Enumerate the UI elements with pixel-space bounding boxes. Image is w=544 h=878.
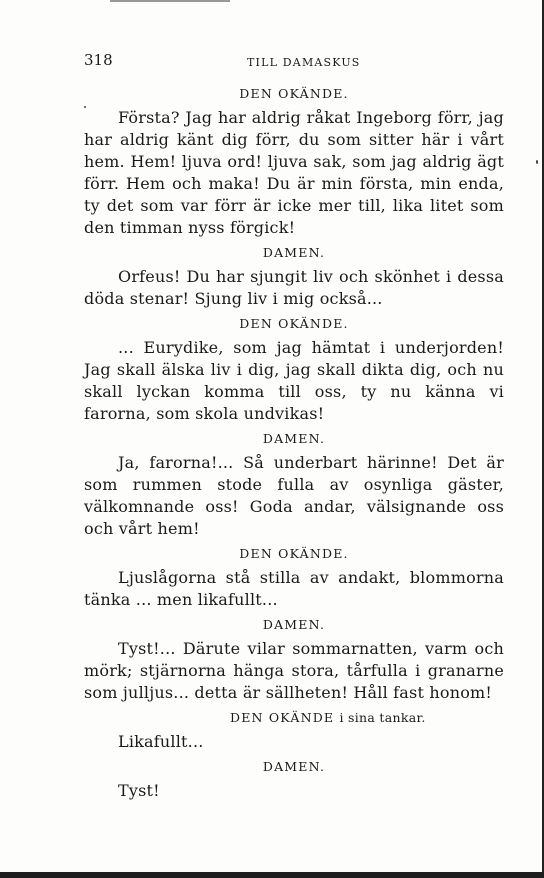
speech-paragraph: Orfeus! Du har sjungit liv och skönhet i dessa döda stenar! Sjung liv i mig också... [84,267,504,308]
speech-paragraph: Tyst!... Därute vilar sommarnatten, varm och mörk; stjärnorna hänga stora, tårfulla i granarne som julljus... detta är sällheten! Håll fast honom! [84,639,504,702]
running-title: TILL DAMASKUS [247,56,361,69]
speech-paragraph: Likafullt... [118,732,204,751]
scan-artifact [110,0,230,2]
speaker-label: DEN OKÄNDE. [239,86,349,101]
speaker-with-direction [84,710,504,726]
speech-paragraph: ... Eurydike, som jag hämtat i underjorden! Jag skall älska liv i dig, jag skall dikta dig, och nu skall lyckan komma till oss, ty nu känna vi farorna, som skola undvikas! [84,338,504,423]
page-number: 318 [84,51,113,69]
speaker-label: DEN OKÄNDE. [239,546,349,561]
speaker-label: DAMEN. [262,617,326,632]
stage-direction: i sina tankar. [339,710,426,725]
speaker-label: DAMEN. [262,245,326,260]
page-header [84,51,504,71]
scan-edge-bottom [0,872,544,878]
speaker-label: DAMEN. [262,431,326,446]
speaker-label: DAMEN. [262,759,326,774]
speech-paragraph: Ja, farorna!... Så underbart härinne! Det är som rummen stode fulla av osynliga gäster, välkomnande oss! Goda andar, välsignande oss och vårt hem! [84,453,504,538]
speaker-label: DEN OKÄNDE. [239,316,349,331]
speech-paragraph: Tyst! [118,781,160,800]
speech-paragraph: Ljuslågorna stå stilla av andakt, blommorna tänka ... men likafullt... [84,568,504,609]
ink-speck [536,160,538,164]
dialogue-text [84,86,504,808]
speaker-label: DEN OKÄNDE [230,710,335,725]
speech-paragraph: Första? Jag har aldrig råkat Ingeborg förr, jag har aldrig känt dig förr, du som sitter här i vårt hem. Hem! ljuva ord! ljuva sak, som jag aldrig ägt förr. Hem och maka! Du är min första, min enda, ty det som var förr är icke mer till, lika litet som den timman nyss förgick! [84,108,504,237]
